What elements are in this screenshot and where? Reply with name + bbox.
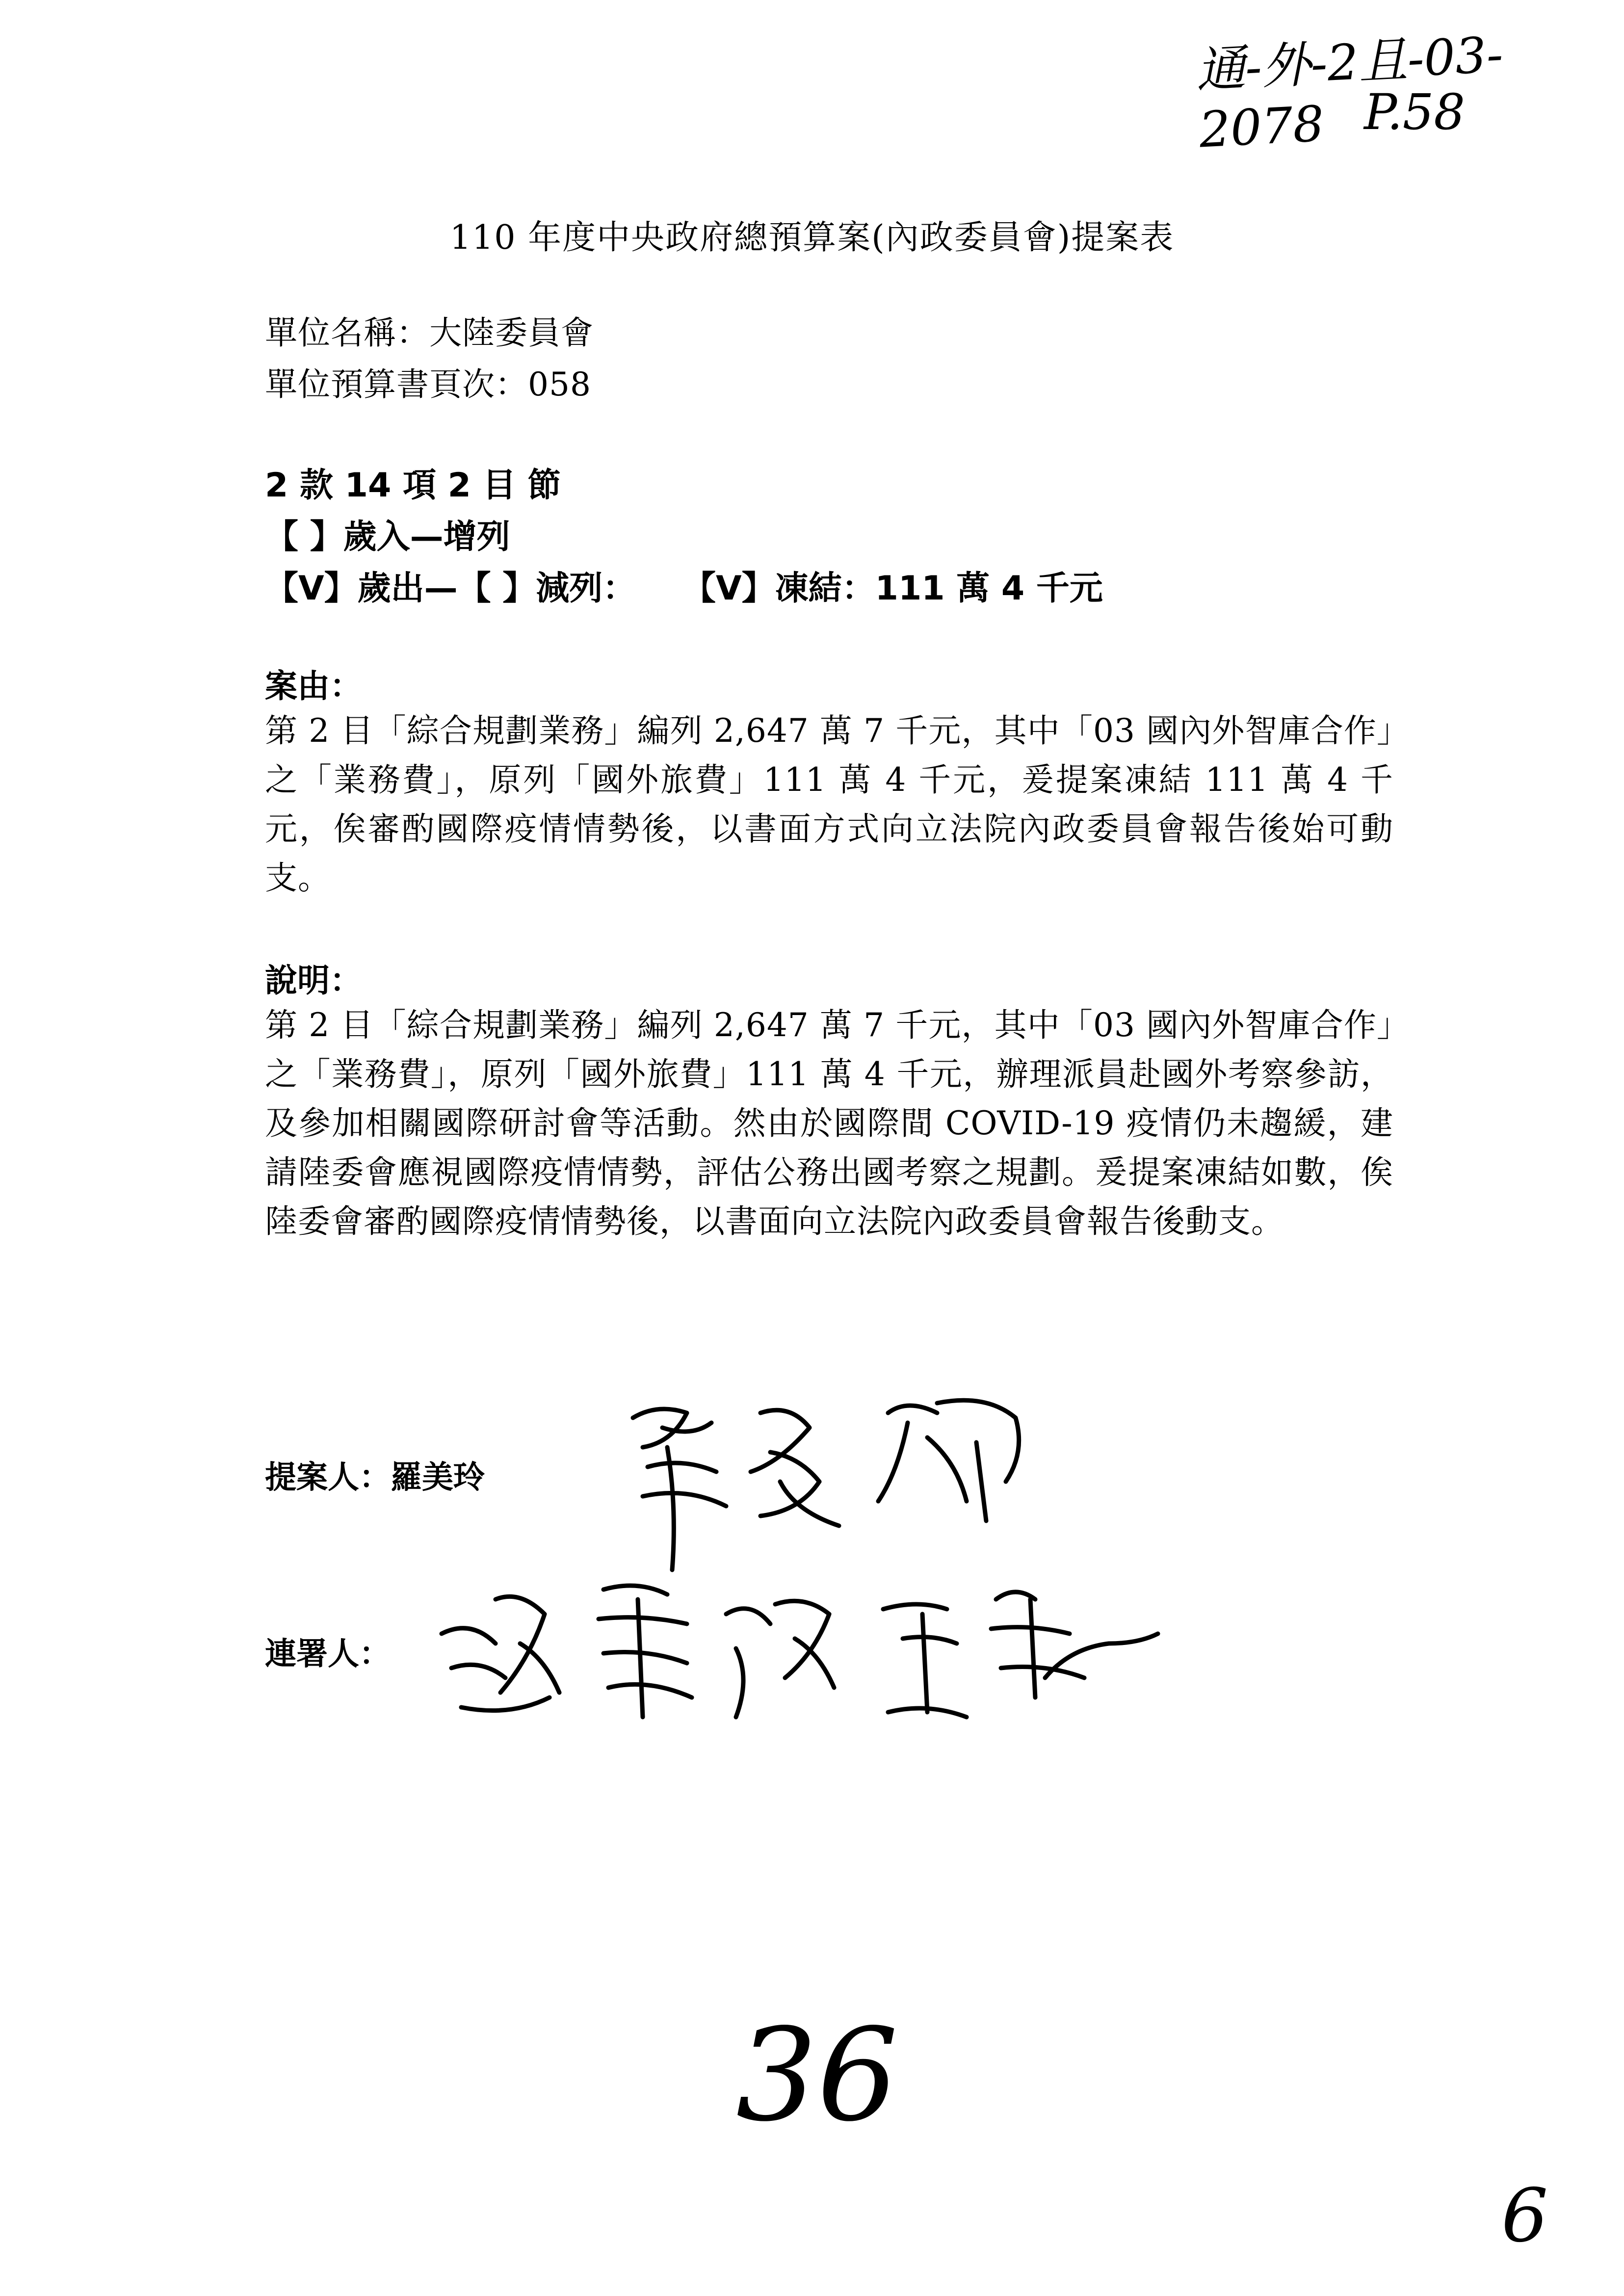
revenue-option: 【 】歲入—增列 <box>265 518 510 556</box>
reason-text: 第 2 目「綜合規劃業務」編列 2,647 萬 7 千元，其中「03 國內外智庫合作」之「業務費」，原列「國外旅費」111 萬 4 千元，爰提案凍結 111 萬 4 千元，俟審酌國際疫情情勢後，以書面方式向立法院內政委員會報告後始可動支。 <box>265 712 1393 897</box>
expense-option: 【V】歲出—【 】減列： 【V】凍結：111 萬 4 千元 <box>265 569 1103 608</box>
unit-budget-page: 單位預算書頁次：058 <box>265 365 591 403</box>
budget-category: 2 款 14 項 2 目 節 <box>265 466 561 505</box>
document-title: 110 年度中央政府總預算案(內政委員會)提案表 <box>449 218 1175 257</box>
handwritten-corner-number: 6 <box>1501 2173 1548 2259</box>
cosigner-signatures <box>432 1570 1168 1742</box>
proposer-signature <box>613 1383 1055 1580</box>
cosigner-label: 連署人： <box>265 1636 391 1672</box>
proposer-label: 提案人：羅美玲 <box>265 1460 485 1496</box>
explanation-text: 第 2 目「綜合規劃業務」編列 2,647 萬 7 千元，其中「03 國內外智庫合作」之「業務費」，原列「國外旅費」111 萬 4 千元，辦理派員赴國外考察參訪，及參加相關國際研討會等活動。然由於國際間 COVID-19 疫情仍未趨緩，建請陸委會應視國際疫情情勢，評估公務出國考察之規劃。爰提案凍結如數，俟陸委會審酌國際疫情情勢後，以書面向立法院內政委員會報告後動支。 <box>265 1006 1393 1240</box>
handwritten-page-ref: P.58 <box>1364 83 1466 141</box>
reason-heading: 案由： <box>265 667 362 705</box>
handwritten-reference-code: 通-外-2且-03-2078 <box>1194 26 1505 159</box>
unit-name: 單位名稱：大陸委員會 <box>265 314 594 352</box>
handwritten-page-number: 36 <box>736 2002 898 2150</box>
explanation-heading: 說明： <box>265 962 362 999</box>
